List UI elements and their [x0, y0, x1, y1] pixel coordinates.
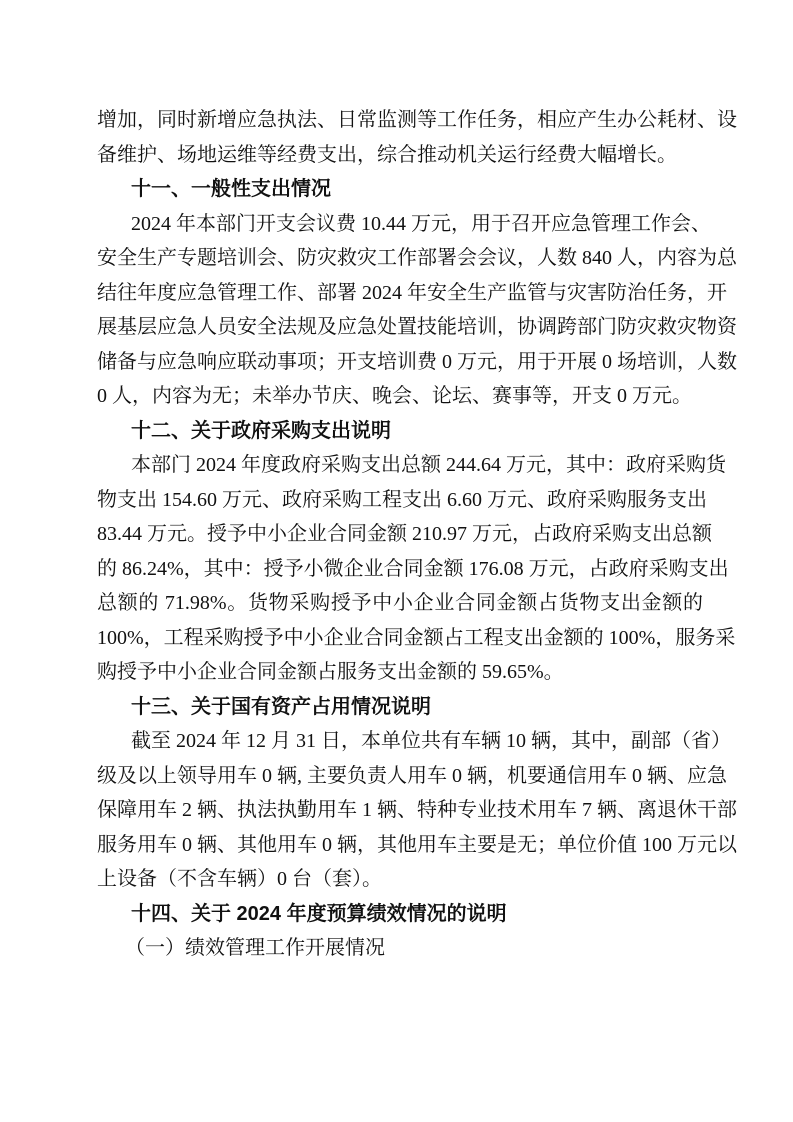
- body-text-line: 0 人，内容为无；未举办节庆、晚会、论坛、赛事等，开支 0 万元。: [97, 385, 692, 407]
- paragraph-first-line: 2024 年本部门开支会议费 10.44 万元，用于召开应急管理工作会、: [131, 212, 711, 235]
- body-text-line: 总额的 71.98%。货物采购授予中小企业合同金额占货物支出金额的: [97, 592, 703, 614]
- body-text-line: 级及以上领导用车 0 辆, 主要负责人用车 0 辆，机要通信用车 0 辆、应急: [97, 764, 727, 787]
- body-text-line: 购授予中小企业合同金额占服务支出金额的 59.65%。: [97, 661, 564, 683]
- body-text-line: 储备与应急响应联动事项；开支培训费 0 万元，用于开展 0 场培训，人数: [97, 350, 737, 373]
- body-text-line: 增加，同时新增应急执法、日常监测等工作任务，相应产生办公耗材、设: [97, 109, 737, 131]
- body-text-line: 100%，工程采购授予中小企业合同金额占工程支出金额的 100%，服务采: [97, 626, 736, 649]
- body-text-line: 的 86.24%，其中：授予小微企业合同金额 176.08 万元，占政府采购支出: [97, 557, 729, 580]
- document-page: [97, 103, 737, 966]
- body-text-line: 物支出 154.60 万元、政府采购工程支出 6.60 万元、政府采购服务支出: [97, 488, 707, 511]
- body-text-line: 保障用车 2 辆、执法执勤用车 1 辆、特种专业技术用车 7 辆、离退休干部: [97, 799, 737, 821]
- section-heading: 十三、关于国有资产占用情况说明: [131, 695, 431, 718]
- paragraph-first-line: 本部门 2024 年度政府采购支出总额 244.64 万元，其中：政府采购货: [131, 454, 726, 476]
- section-heading: 十一、一般性支出情况: [131, 178, 331, 200]
- paragraph-first-line: 截至 2024 年 12 月 31 日，本单位共有车辆 10 辆，其中，副部（省）: [131, 730, 731, 752]
- section-heading: 十四、关于 2024 年度预算绩效情况的说明: [131, 902, 507, 925]
- body-text-line: 展基层应急人员安全法规及应急处置技能培训，协调跨部门防灾救灾物资: [97, 316, 737, 338]
- section-heading: 十二、关于政府采购支出说明: [131, 419, 391, 442]
- body-text-line: 服务用车 0 辆、其他用车 0 辆，其他用车主要是无；单位价值 100 万元以: [97, 833, 737, 856]
- body-text-line: 结往年度应急管理工作、部署 2024 年安全生产监管与灾害防治任务，开: [97, 281, 727, 304]
- subsection-heading: （一）绩效管理工作开展情况: [125, 937, 385, 959]
- body-text-line: 上设备（不含车辆）0 台（套）。: [97, 868, 382, 890]
- body-text-line: 83.44 万元。授予中小企业合同金额 210.97 万元，占政府采购支出总额: [97, 523, 712, 545]
- body-text-line: 备维护、场地运维等经费支出，综合推动机关运行经费大幅增长。: [97, 143, 677, 166]
- body-text-line: 安全生产专题培训会、防灾救灾工作部署会会议，人数 840 人，内容为总: [97, 247, 737, 269]
